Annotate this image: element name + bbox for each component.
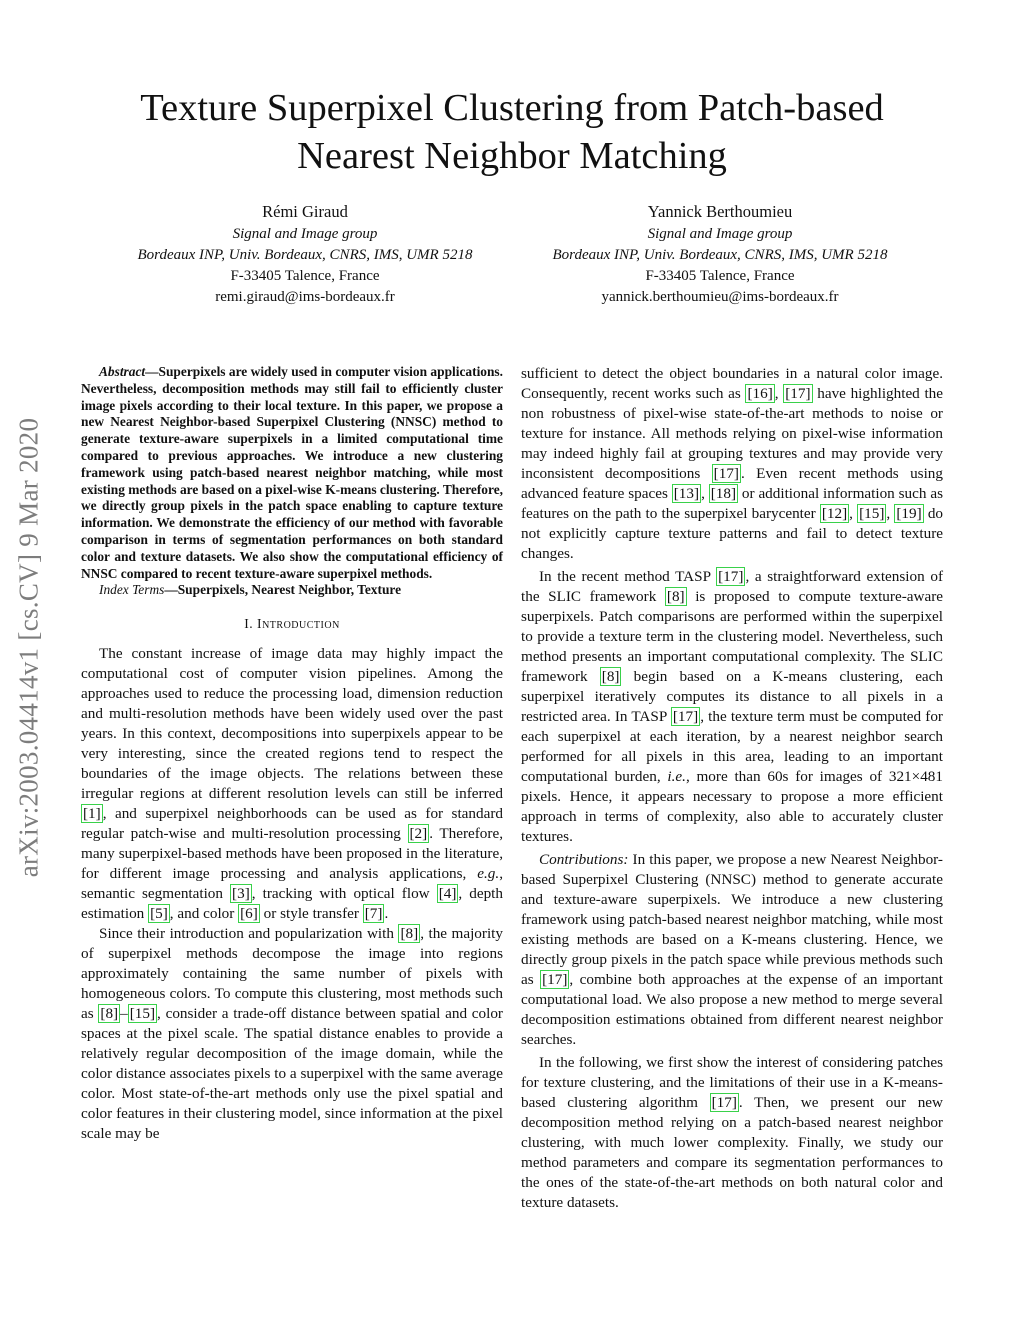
paragraph-intro-3: sufficient to detect the object boundaries in a natural color image. Consequently, recent works such as [16] , [17] have highlighted the non robustness of pixel-wise state-of-the-art methods to noise or texture for instance. All methods relying on pixel-wise information may indeed highly fail at grouping textures and may provide very inconsistent decompositions [17] . Even recent methods using advanced feature spaces [13] , [18] or additional information such as features on the path to the superpixel barycenter [12] , [15] , [19] do not explicitly capture texture patterns and fail to detect texture changes. [521, 365, 944, 562]
author-affiliation: Bordeaux INP, Univ. Bordeaux, CNRS, IMS, UMR 5218 [137, 247, 473, 263]
author-email: remi.giraud@ims-bordeaux.fr [215, 289, 395, 305]
paragraph-intro-1: The constant increase of image data may highly impact the computational cost of computer vision pipelines. Among the approaches used to reduce the processing load, dimension reduction and multi-resolution methods have been widely used over the past years. In this context, decompositions into superpixels appear to be very interesting, since the created regions tend to respect the boundaries of the image objects. The relations between these irregular regions at different resolution levels can still be inferred [1] , and superpixel neighborhoods can be used as for standard regular patch-wise and multi-resolution processing [2] . Therefore, many superpixel-based methods have been proposed in the literature, for different image processing and analysis applications, e.g., semantic segmentation [3] , tracking with optical flow [4] , depth estimation [5] , and color [6] or style transfer [7] . [81, 645, 503, 923]
citation-link[interactable]: [15] [129, 1005, 156, 1023]
title-line-2: Nearest Neighbor Matching [297, 135, 727, 177]
abstract-text: Superpixels are widely used in computer vision applications. Nevertheless, decomposition methods may still fail to efficiently cluster image pixels according to their local texture. In this paper, we propose a new Nearest Neighbor-based Superpixel Clustering (NNSC) method to generate texture-aware superpixels in a limited computational time compared to previous approaches. We introduce a new clustering framework using patch-based nearest neighbor matching, while most existing methods are based on a pixel-wise K-means clustering. Therefore, we directly group pixels in the patch space enabling to capture texture information. We demonstrate the efficiency of our method with favorable comparison in terms of segmentation performances on both standard color and texture datasets. We also show the computational efficiency of NNSC compared to recent texture-aware superpixel methods. [81, 364, 503, 581]
citation-link[interactable]: [17] [718, 568, 744, 585]
author-group: Signal and Image group [232, 226, 378, 242]
citation-link[interactable]: [17] [785, 385, 811, 402]
paragraph-intro-2: Since their introduction and popularization with [8] , the majority of superpixel methods decompose the image into regions approximately containing the same number of pixels with homogeneous colors. To compute this clustering, most methods such as [8] – [15] , consider a trade-off distance between spatial and color spaces at the pixel scale. The spatial distance enables to provide a relatively regular decomposition of the image domain, while the color distance associates pixels to a superpixel with the same average color. Most state-of-the-art methods only use the pixel spatial and color features in their clustering model, since information at the pixel scale may be [81, 925, 503, 1143]
abstract: Abstract—Superpixels are widely used in computer vision applications. Nevertheless, decomposition methods may still fail to efficiently cluster image pixels according to their local texture. In this paper, we propose a new Nearest Neighbor-based Superpixel Clustering (NNSC) method to generate texture-aware superpixels in a limited computational time compared to previous approaches. We introduce a new clustering framework using patch-based nearest neighbor matching, while most existing methods are based on a pixel-wise K-means clustering. Therefore, we directly group pixels in the patch space enabling to capture texture information. We demonstrate the efficiency of our method with favorable comparison in terms of segmentation performances on both standard color and texture datasets. We also show the computational efficiency of NNSC compared to recent texture-aware superpixel methods. [81, 364, 503, 581]
citation-link[interactable]: [17] [542, 971, 568, 988]
author-block-2 [500, 200, 940, 308]
citation-link[interactable]: [8] [666, 588, 685, 605]
paragraph-intro-4: In the recent method TASP [17] , a straightforward extension of the SLIC framework [8] is proposed to compute texture-aware superpixels. Patch comparisons are performed within the superpixel to provide a texture term in the clustering model. Nevertheless, such method presents an important computational complexity. The SLIC framework [8] begin based on a K-means clustering, each superpixel iteratively computes its distance to all pixels in a restricted area. In TASP [17] , the texture term must be computed for each superpixel at each iteration, by a nearest neighbor search performed for all pixels in this area, leading to an important computational burden, i.e., more than 60s for images of 321×481 pixels. Hence, it appears necessary to propose a more efficient approach in terms of complexity, also able to accurately cluster textures. [521, 568, 944, 845]
citation-link[interactable]: [4] [438, 885, 457, 903]
citation-link[interactable]: [8] [400, 925, 419, 943]
index-terms-text: Superpixels, Nearest Neighbor, Texture [177, 582, 402, 598]
author-address: F-33405 Talence, France [230, 268, 380, 284]
citation-link[interactable]: [18] [710, 485, 737, 502]
citation-link[interactable]: [19] [896, 505, 922, 522]
citation-link[interactable]: [13] [673, 485, 700, 502]
title-line-1: Texture Superpixel Clustering from Patch-based [140, 87, 884, 129]
citation-link[interactable]: [17] [713, 465, 739, 482]
citation-link[interactable]: [2] [409, 825, 428, 843]
left-column [81, 364, 503, 1144]
citation-link[interactable]: [12] [821, 505, 848, 522]
citation-link[interactable]: [3] [232, 885, 250, 903]
author-block-1 [85, 200, 525, 308]
author-address: F-33405 Talence, France [645, 268, 795, 284]
citation-link[interactable]: [1] [83, 805, 101, 823]
author-name: Yannick Berthoumieu [647, 202, 793, 221]
citation-link[interactable]: [17] [672, 708, 699, 725]
abstract-label: Abstract [99, 364, 146, 379]
section-heading-introduction: I. Introduction [244, 616, 340, 632]
citation-link[interactable]: [15] [859, 505, 885, 522]
citation-link[interactable]: [8] [601, 668, 620, 685]
citation-link[interactable]: [8] [100, 1005, 119, 1023]
index-terms-label: Index Terms [99, 582, 165, 598]
author-name: Rémi Giraud [262, 202, 348, 221]
paragraph-contributions: Contributions: In this paper, we propose a new Nearest Neighbor-based Superpixel Clustering (NNSC) method to generate accurate and texture-aware superpixels. We introduce a new clustering framework using patch-based nearest neighbor matching, while most existing methods are based on a K-means clustering. Hence, we directly group pixels in the patch space while previous methods such as [17] , combine both approaches at the expense of an important computational load. We also propose a new method to merge several decomposition estimations obtained from different nearest neighbor searches. [521, 851, 943, 1048]
author-group: Signal and Image group [647, 226, 793, 242]
right-column [521, 364, 943, 1213]
paragraph-outline: In the following, we first show the interest of considering patches for texture clustering, and the limitations of their use in a K-means-based clustering algorithm [17] . Then, we present our new decomposition method relying on a patch-based nearest neighbor clustering, with much lower complexity. Finally, we study our method parameters and compare its segmentation performances to the ones of the state-of-the-art methods on both natural color and texture datasets. [521, 1054, 943, 1211]
paper-title [80, 84, 944, 180]
index-terms: Index Terms—Superpixels, Nearest Neighbor, Texture [99, 582, 402, 598]
author-affiliation: Bordeaux INP, Univ. Bordeaux, CNRS, IMS, UMR 5218 [552, 247, 888, 263]
contributions-label: Contributions: [539, 851, 629, 868]
citation-link[interactable]: [16] [747, 385, 773, 402]
citation-link[interactable]: [17] [711, 1094, 737, 1111]
citation-link[interactable]: [6] [240, 905, 258, 923]
citation-link[interactable]: [5] [150, 905, 168, 923]
citation-link[interactable]: [7] [364, 905, 383, 923]
arxiv-identifier-stamp: arXiv:2003.04414v1 [cs.CV] 9 Mar 2020 [13, 417, 44, 877]
author-email: yannick.berthoumieu@ims-bordeaux.fr [601, 289, 839, 305]
